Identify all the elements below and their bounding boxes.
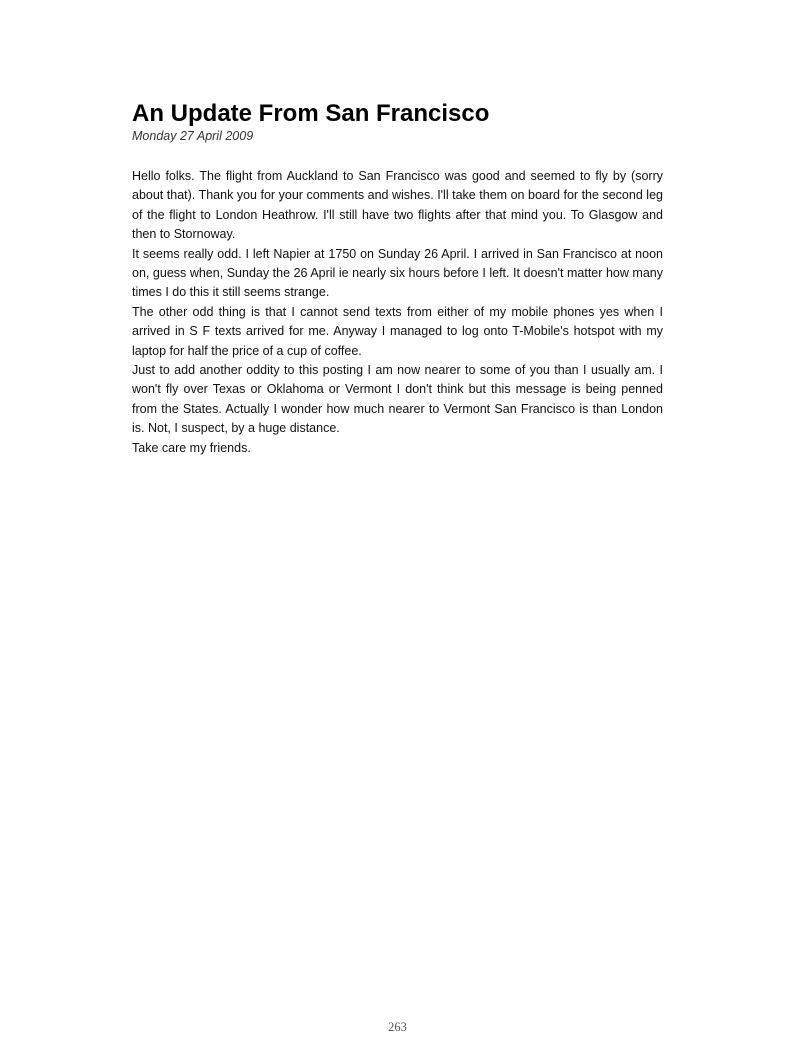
article-date: Monday 27 April 2009 xyxy=(132,129,254,143)
page-number: 263 xyxy=(388,1020,407,1034)
paragraph: Hello folks. The flight from Auckland to San Francisco was good and seemed to fly by (sorry about that). Thank you for your comments and wishes. I'll take them on board for the second leg of the flight to London Heathrow. I'll still have two flights after that mind you. To Glasgow and then to Stornoway. xyxy=(132,169,663,242)
paragraph: It seems really odd. I left Napier at 1750 on Sunday 26 April. I arrived in San Francisco at noon on, guess when, Sunday the 26 April ie nearly six hours before I left. It doesn't matter how many times I do this it still seems strange. xyxy=(132,246,663,300)
paragraph: Just to add another oddity to this posting I am now nearer to some of you than I usually am. I won't fly over Texas or Oklahoma or Vermont I don't think but this message is being penned from the States. Actually I wonder how much nearer to Vermont San Francisco is than London is. Not, I suspect, by a huge distance. xyxy=(132,363,663,436)
article-body xyxy=(132,167,663,458)
article-title: An Update From San Francisco xyxy=(132,100,490,127)
paragraph: The other odd thing is that I cannot send texts from either of my mobile phones yes when I arrived in S F texts arrived for me. Anyway I managed to log onto T-Mobile's hotspot with my laptop for half the price of a cup of coffee. xyxy=(132,304,663,358)
paragraph: Take care my friends. xyxy=(132,440,251,455)
article xyxy=(132,99,663,458)
